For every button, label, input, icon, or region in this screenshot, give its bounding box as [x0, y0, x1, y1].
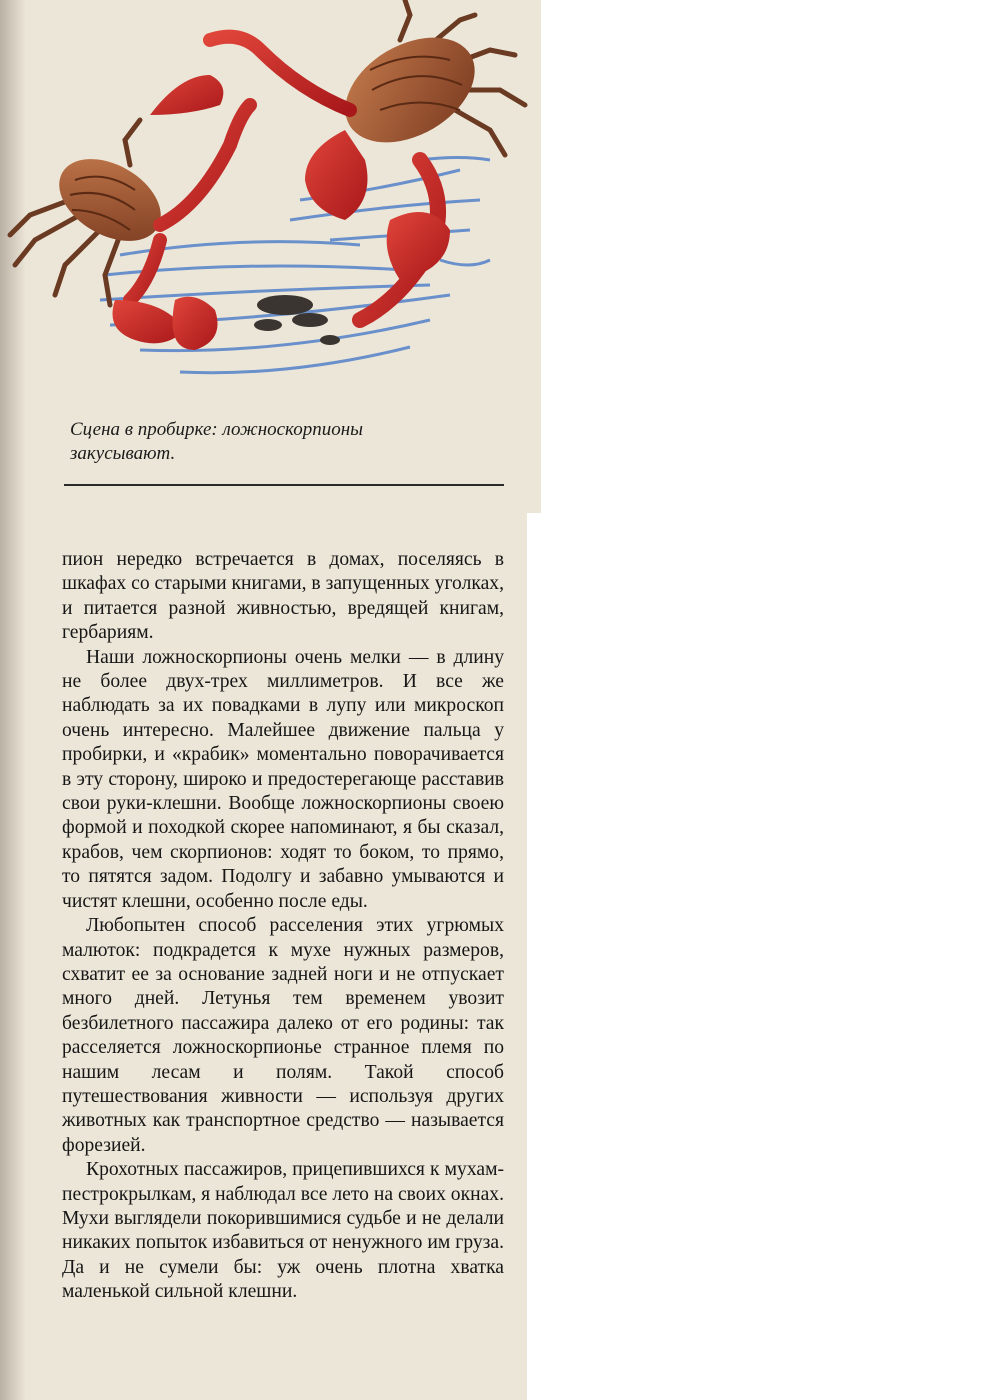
paragraph: пион нередко встречается в домах, поселяясь в шкафах со старыми книгами, в запущенных уголках, и питается разной живностью, вредящей книгам, гербариям.: [62, 549, 504, 644]
paragraph: Наши ложноскорпионы очень мелки — в длину не более двух-трех миллиметров. И все же наблюдать за их повадками в лупу или микроскоп очень интересно. Малейшее движение пальца у пробирки, и «крабик» моментально поворачивается в эту сторону, широко и предостерегающе расставив свои руки-клешни. Вообще ложноскорпионы своею формой и походкой скорее напоминают, я бы сказал, крабов, чем скорпионов: ходят то боком, то прямо, то пятятся задом. Подолгу и забавно умываются и чистят клешни, особенно после еды.: [62, 646, 504, 912]
left-pseudoscorpion: [10, 105, 250, 350]
caption-divider: [64, 484, 504, 486]
right-pseudoscorpion: [150, 0, 525, 320]
article-body: [62, 548, 504, 1305]
paragraph: Любопытен способ расселения этих угрюмых малюток: подкрадется к мухе нужных размеров, схватит ее за основание задней ноги и не отпускает много дней. Летунья тем временем увозит безбилетного пассажира далеко от его родины: так расселяется ложноскорпионье странное племя по нашим лесам и полям. Такой способ путешествования живности — используя других животных как транспортное средство — называется форезией.: [62, 915, 504, 1156]
caption-line-2: закусывают.: [70, 443, 176, 464]
caption-line-1: Сцена в пробирке: ложноскорпионы: [70, 419, 364, 440]
figure-caption: [70, 418, 500, 466]
prey-remains: [254, 295, 340, 345]
paragraph: Крохотных пассажиров, прицепившихся к мухам-пестрокрылкам, я наблюдал все лето на своих окнах. Мухи выглядели покорившимися судьбе и не делали никаких попыток избавиться от ненужного им груза. Да и не сумели бы: уж очень плотна хватка маленькой сильной клешни.: [62, 1159, 504, 1303]
pseudoscorpions-illustration: [0, 0, 540, 410]
